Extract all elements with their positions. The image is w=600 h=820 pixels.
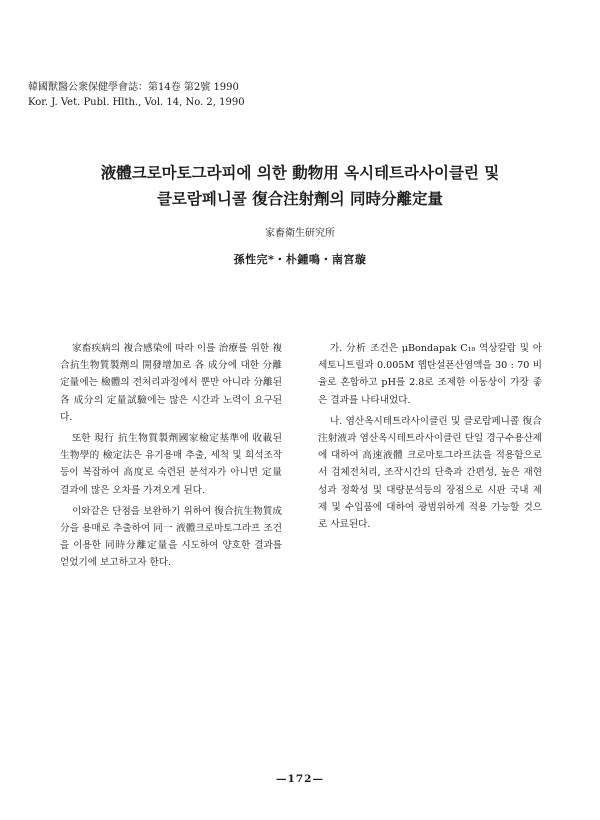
right-column: [318, 340, 542, 537]
body-paragraph: 나. 염산옥시테트라사이클린 및 클로람페니콜 復合注射液과 염산옥시테트라사이클린 단일 경구수용산제에 대하여 高速液體 크로마토그라프法을 적용함으로서 검체전처리, 조작시간의 단축과 간편성, 높은 재현성과 정확성 및 대량분석등의 장점으로 시판 국내 제제 및 수입품에 대하여 광범위하게 적용 가능할 것으로 사료된다.: [318, 415, 542, 531]
journal-citation-korean: 韓國獸醫公衆保健學會誌：第14卷 第2號 1990: [28, 82, 239, 93]
page-number: —172—: [276, 773, 324, 785]
body-paragraph: 이와같은 단점을 보완하기 위하여 復合抗生物質成分을 용매로 추출하여 同一 液體크로마토그라프 조건을 이용한 同時分離定量을 시도하여 양호한 결과를 얻었기에 보고하고자 한다.: [60, 505, 282, 569]
journal-citation: [28, 80, 245, 110]
body-paragraph: 家畜疾病의 複合感染에 따라 이를 治療를 위한 複合抗生物質製劑의 開發增加로 各 成分에 대한 分離定量에는 檢體의 전처리과정에서 뿐만 아니라 分離된 各 成分의 定量試驗에는 많은 시간과 노력이 요구된다.: [60, 343, 282, 423]
paper-title-line-1: 液體크로마토그라피에 의한 動物用 옥시테트라사이클린 및: [100, 163, 500, 182]
body-paragraph: 가. 分析 조건은 μBondapak C₁₈ 역상칼람 및 아세토니트릴과 0.005M 헵탄설폰산염액을 30 : 70 비율로 혼합하고 pH를 2.8로 조제한 이동상이 가장 좋은 결과를 나타내었다.: [318, 343, 542, 406]
journal-citation-english: Kor. J. Vet. Publ. Hlth., Vol. 14, No. 2, 1990: [28, 97, 245, 108]
left-column: [60, 340, 282, 576]
paper-title-line-2: 클로람페니콜 復合注射劑의 同時分離定量: [156, 189, 444, 208]
paper-title: [0, 160, 600, 212]
affiliation: 家畜衛生研究所: [265, 228, 335, 239]
body-paragraph: 또한 現行 抗生物質製劑國家檢定基準에 收載된 生物學的 檢定法은 유기용매 추출, 세척 및 희석조작등이 복잡하여 高度로 숙련된 분석자가 아니면 定量 결과에 많은 오차를 가져오게 된다.: [60, 433, 282, 496]
authors: 孫性完*・朴鍾鳴・南宮璇: [233, 253, 367, 266]
